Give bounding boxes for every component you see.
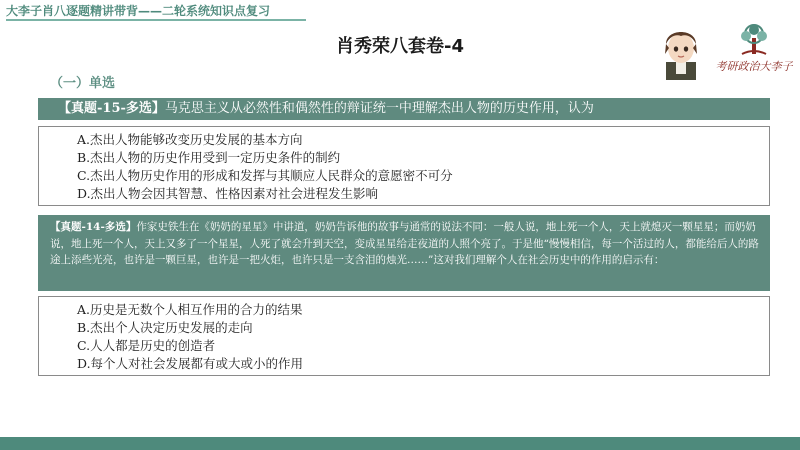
question-2-option-d: D.每个人对社会发展都有或大或小的作用 — [77, 356, 304, 371]
question-2-tag: 【真题-14-多选】 — [50, 221, 137, 233]
question-2-option-c: C.人人都是历史的创造者 — [77, 338, 216, 353]
question-1-options — [38, 126, 770, 206]
question-1-option-c: C.杰出人物历史作用的形成和发挥与其顺应人民群众的意愿密不可分 — [77, 168, 453, 183]
question-1-header — [38, 98, 770, 120]
question-2-header — [38, 215, 770, 291]
brand-text: 考研政治大李子 — [715, 60, 793, 73]
banner-title: 大李子肖八逐题精讲带背——二轮系统知识点复习 — [6, 4, 271, 18]
brand-logo — [712, 24, 796, 80]
question-1-option-d: D.杰出人物会因其智慧、性格因素对社会进程发生影响 — [77, 186, 379, 201]
question-1-option-a: A.杰出人物能够改变历史发展的基本方向 — [77, 132, 303, 147]
question-1-stem: 马克思主义从必然性和偶然性的辩证统一中理解杰出人物的历史作用，认为 — [164, 101, 594, 116]
question-2-option-a: A.历史是无数个人相互作用的合力的结果 — [77, 302, 303, 317]
question-2-options — [38, 296, 770, 376]
avatar-icon — [652, 22, 710, 80]
banner-underline — [6, 19, 306, 21]
question-1-option-b: B.杰出人物的历史作用受到一定历史条件的制约 — [77, 150, 341, 165]
page-title: 肖秀荣八套卷-4 — [336, 36, 464, 57]
top-banner — [0, 0, 800, 22]
question-2-option-b: B.杰出个人决定历史发展的走向 — [77, 320, 253, 335]
question-2-stem: 作家史铁生在《奶奶的星星》中讲道，奶奶告诉他的故事与通常的说法不同：一般人说，地上死一个人，天上就熄灭一颗星星；而奶奶说，地上死一个人，天上又多了一个星星，人死了就会升到天空，变成星星给走夜道的人照个亮了。于是他“慢慢相信，每一个活过的人，都能给后人的路途上添些光亮，也许是一颗巨星，也许是一把火炬，也许只是一支含泪的烛光……”这对我们理解个人在社会历史中的作用的启示有： — [50, 221, 759, 266]
bottom-bar — [0, 437, 800, 450]
question-1-tag: 【真题-15-多选】 — [58, 101, 165, 116]
section-label: （一）单选 — [50, 76, 116, 91]
